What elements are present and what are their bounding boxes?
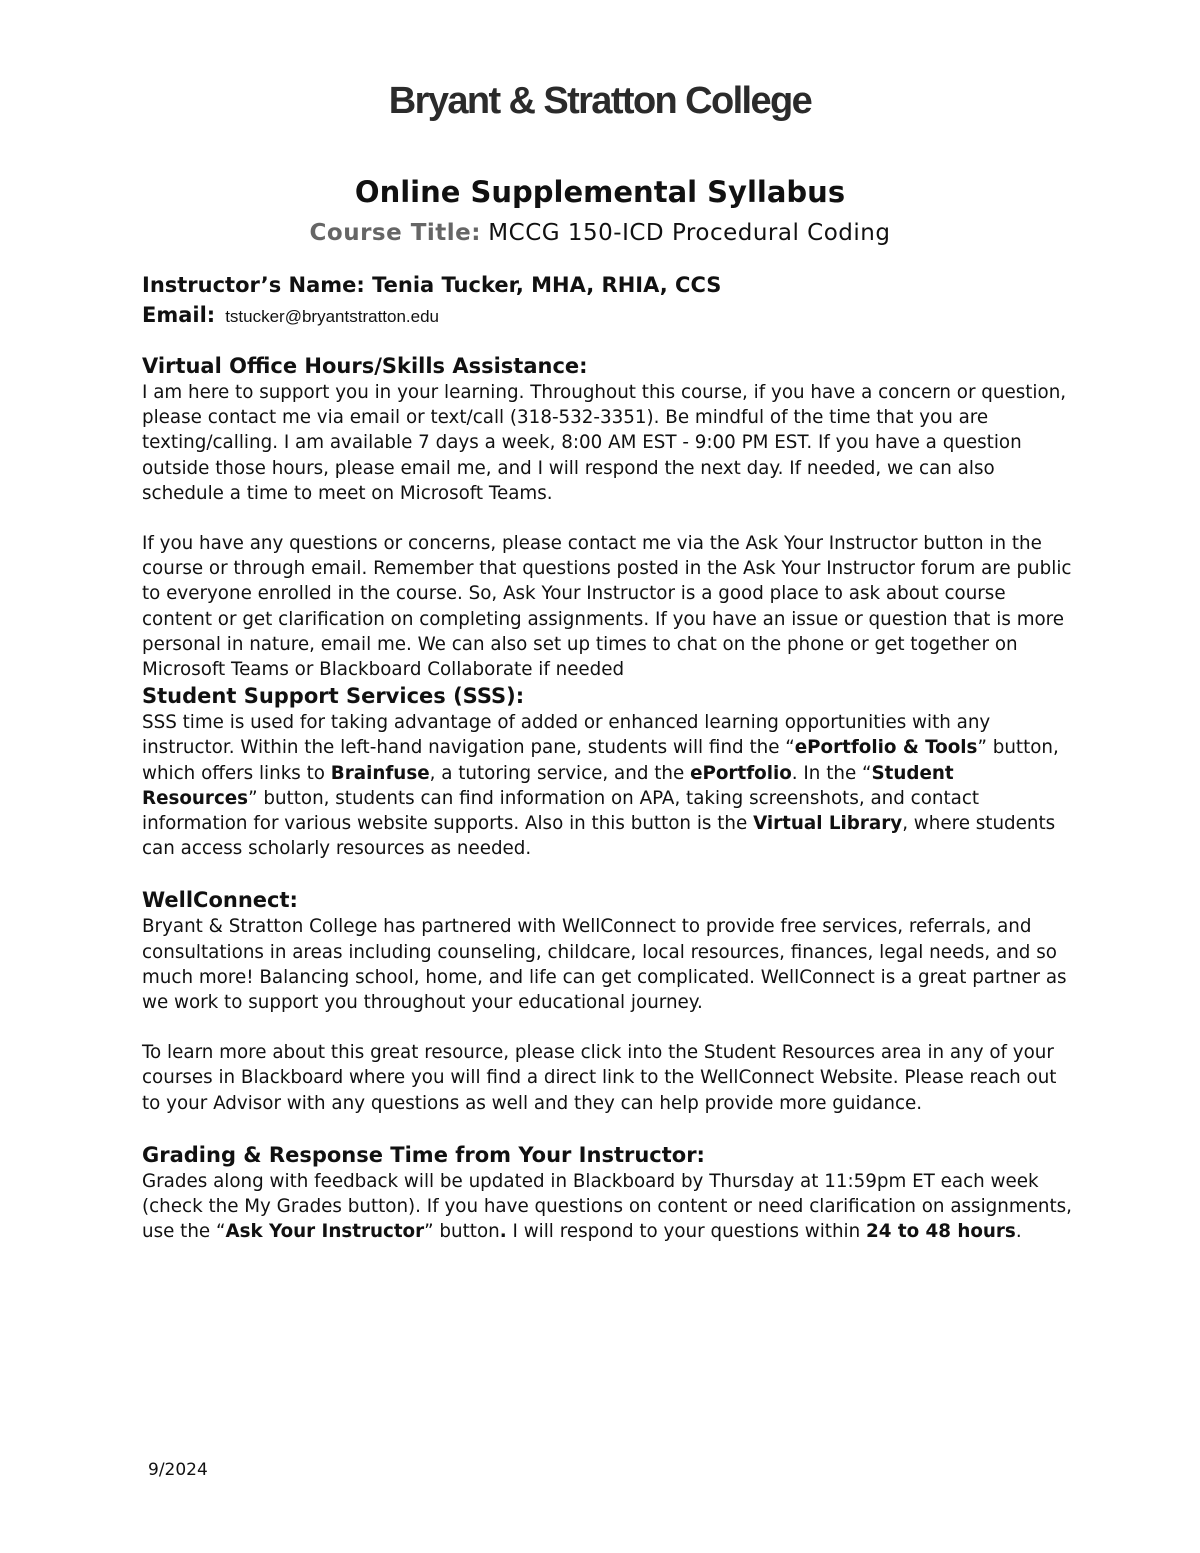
course-title-value: MCCG 150-ICD Procedural Coding [488, 220, 891, 246]
wellconnect-heading: WellConnect: [142, 888, 298, 913]
sss-heading: Student Support Services (SSS): [142, 684, 525, 709]
office-hours-heading: Virtual Office Hours/Skills Assistance: [142, 354, 588, 378]
grading-paragraph: Grades along with feedback will be updated in Blackboard by Thursday at 11:59pm ET each week (check the My Grades button). If you have questions on content or need clarification on assignments, use the “Ask Your Instructor” button. I will respond to your questions within 24 to 48 hours. [142, 1170, 1072, 1243]
eportfolio-tools-term: ePortfolio & Tools [794, 737, 978, 759]
eportfolio-term: ePortfolio [690, 762, 792, 784]
syllabus-body [142, 270, 1072, 1244]
office-hours-paragraph: I am here to support you in your learning. Throughout this course, if you have a concern or question, please contact me via email or text/call (318-532-3351). Be mindful of the time that you are texting/calling. I am available 7 days a week, 8:00 AM EST - 9:00 PM EST. If you have a question outside those hours, please email me, and I will respond the next day. If needed, we can also schedule a time to meet on Microsoft Teams. [142, 382, 1067, 504]
response-time-term: 24 to 48 hours [866, 1221, 1016, 1243]
wellconnect-paragraph: Bryant & Stratton College has partnered with WellConnect to provide free services, referrals, and consultations in areas including counseling, childcare, local resources, finances, legal needs, and so much more! Balancing school, home, and life can get complicated. WellConnect is a great partner as we work to support you throughout your educational journey. [142, 916, 1067, 1014]
page-title: Online Supplemental Syllabus [354, 175, 846, 209]
wellconnect-resources-paragraph: To learn more about this great resource, please click into the Student Resources area in any of your courses in Blackboard where you will find a direct link to the WellConnect Website. Please reach out to your Advisor with any questions as well and they can help provide more guidance. [142, 1042, 1057, 1114]
email-label: Email: [142, 303, 216, 327]
college-logo: Bryant & Stratton College [388, 80, 812, 122]
course-title-label: Course Title: [309, 220, 481, 246]
student-resources-term: Student Resources [142, 762, 954, 809]
footer-date: 9/2024 [148, 1460, 208, 1480]
virtual-library-term: Virtual Library [753, 813, 903, 835]
course-title-line [0, 220, 1200, 246]
sss-paragraph: SSS time is used for taking advantage of added or enhanced learning opportunities with any instructor. Within the left-hand navigation pane, students will find the “ePortfolio & Tools” button, which offers links to Brainfuse, a tutoring service, and the ePortfolio. In the “Student Resources” button, students can find information on APA, taking screenshots, and contact information for various website supports. Also in this button is the Virtual Library, where students can access scholarly resources as needed. [142, 712, 1059, 860]
email-address[interactable]: tstucker@bryantstratton.edu [225, 307, 440, 326]
grading-heading: Grading & Response Time from Your Instructor: [142, 1142, 705, 1167]
email-line [142, 300, 1072, 332]
instructor-name: Instructor’s Name: Tenia Tucker, MHA, RHIA, CCS [142, 273, 722, 297]
ask-instructor-paragraph: If you have any questions or concerns, please contact me via the Ask Your Instructor button in the course or through email. Remember that questions posted in the Ask Your Instructor forum are public to everyone enrolled in the course. So, Ask Your Instructor is a good place to ask about course content or get clarification on completing assignments. If you have an issue or question that is more personal in nature, email me. We can also set up times to chat on the phone or get together on Microsoft Teams or Blackboard Collaborate if needed [142, 533, 1072, 681]
brainfuse-term: Brainfuse [330, 762, 430, 784]
ask-your-instructor-term: Ask Your Instructor [225, 1221, 425, 1243]
